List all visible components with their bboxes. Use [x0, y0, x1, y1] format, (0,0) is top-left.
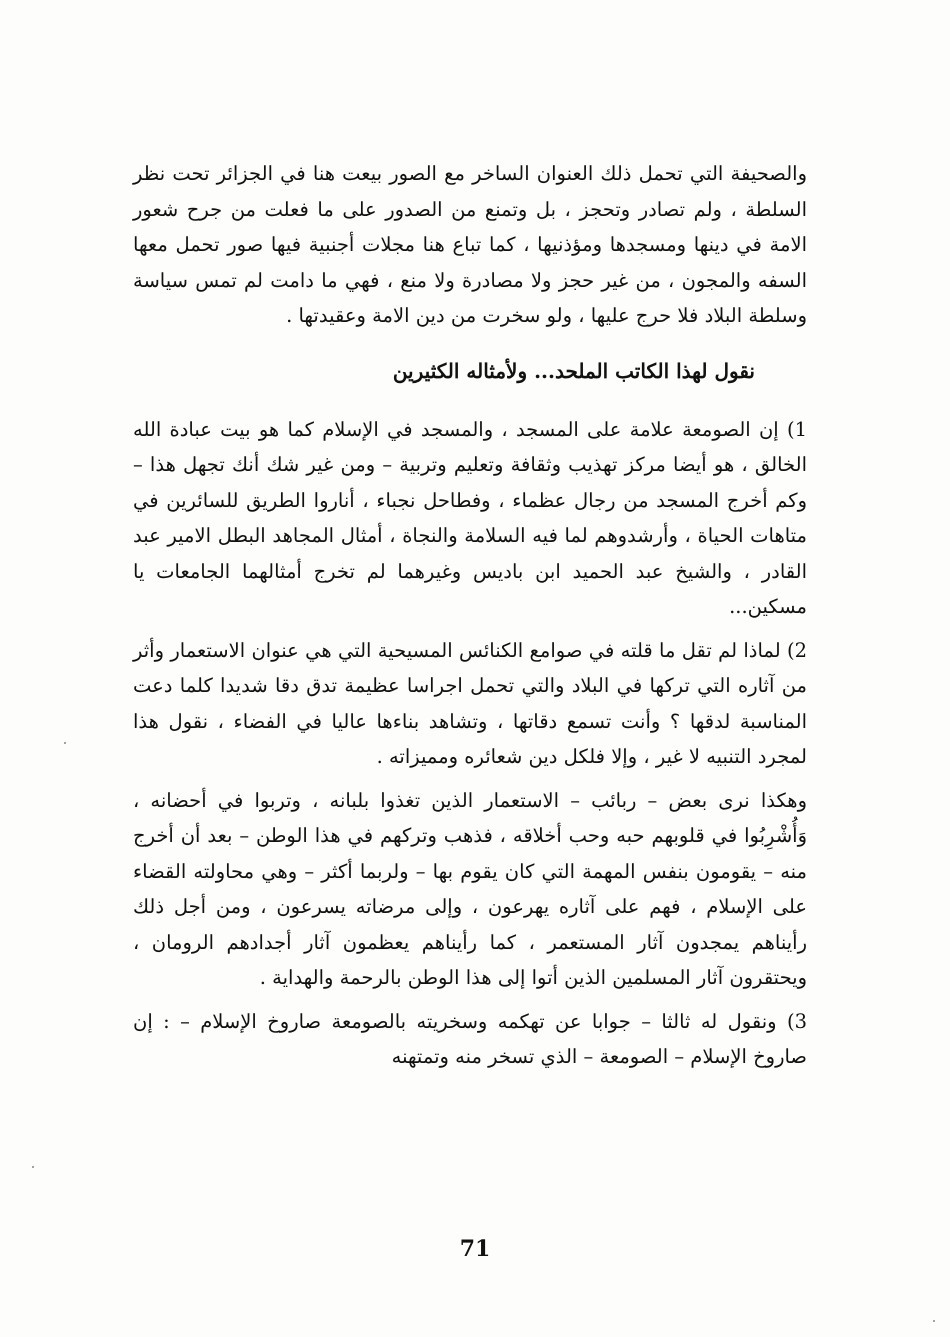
scan-speck — [933, 1320, 935, 1322]
page-body — [133, 156, 807, 1075]
page-number: 71 — [459, 1236, 491, 1262]
paragraph-colonial-heirs: وهكذا نرى بعض – ربائب – الاستعمار الذين تغذوا بلبانه ، وتربوا في أحضانه ، وَأُشْرِبُوا في قلوبهم حبه وحب أخلاقه ، فذهب وتركهم في هذا الوطن – بعد أن أخرج منه – يقومون بنفس المهمة التي كان يقوم بها – ولربما أكثر – وهي محاولته القضاء على الإسلام ، فهم على آثاره يهرعون ، وإلى مرضاته يسرعون ، ومن أجل ذلك رأيناهم يمجدون آثار المستعمر ، كما رأيناهم يعظمون آثار أجدادهم الرومان ، ويحتقرون آثار المسلمين الذين أتوا إلى هذا الوطن بالرحمة والهداية . — [133, 788, 807, 989]
section-heading: نقول لهذا الكاتب الملحد... ولأمثاله الكثيرين — [392, 358, 755, 383]
paragraph-point-3: 3) ونقول له ثالثا – جوابا عن تهكمه وسخريته بالصومعة صاروخ الإسلام – : إن صاروخ الإسلام – الصومعة – الذي تسخر منه وتمتهنه — [133, 1009, 807, 1068]
paragraph-intro: والصحيفة التي تحمل ذلك العنوان الساخر مع الصور بيعت هنا في الجزائر تحت نظر السلطة ، ولم تصادر وتحجز ، بل وتمنع من الصدور على ما فعلت من جرح شعور الامة في دينها ومسجدها ومؤذنيها ، كما تباع هنا مجلات أجنبية فيها صور تحمل معها السفه والمجون ، من غير حجز ولا مصادرة ولا منع ، فهي ما دامت لم تمس سياسة وسلطة البلاد فلا حرج عليها ، ولو سخرت من دين الامة وعقيدتها . — [133, 162, 807, 327]
paragraph-point-1: 1) إن الصومعة علامة على المسجد ، والمسجد في الإسلام كما هو بيت عبادة الله الخالق ، هو أيضا مركز تهذيب وثقافة وتعليم وتربية – ومن غير شك أنك تجهل هذا – وكم أخرج المسجد من رجال عظماء ، وفطاحل نجباء ، أناروا الطريق للسائرين في متاهات الحياة ، وأرشدوهم لما فيه السلامة والنجاة ، أمثال المجاهد البطل الامير عبد القادر ، والشيخ عبد الحميد ابن باديس وغيرهما لم تخرج أمثالهما الجامعات يا مسكين... — [133, 417, 807, 618]
paragraph-point-2: 2) لماذا لم تقل ما قلته في صوامع الكنائس المسيحية التي هي عنوان الاستعمار وأثر من آثاره التي تركها في البلاد والتي تحمل اجراسا عظيمة تدق دقا شديدا كلما دعت المناسبة لدقها ؟ وأنت تسمع دقاتها ، وتشاهد بناءها عاليا في الفضاء ، نقول هذا لمجرد التنبيه لا غير ، وإلا فلكل دين شعائره ومميزاته . — [133, 638, 807, 768]
scan-speck — [64, 742, 66, 744]
scan-speck — [32, 1166, 34, 1168]
